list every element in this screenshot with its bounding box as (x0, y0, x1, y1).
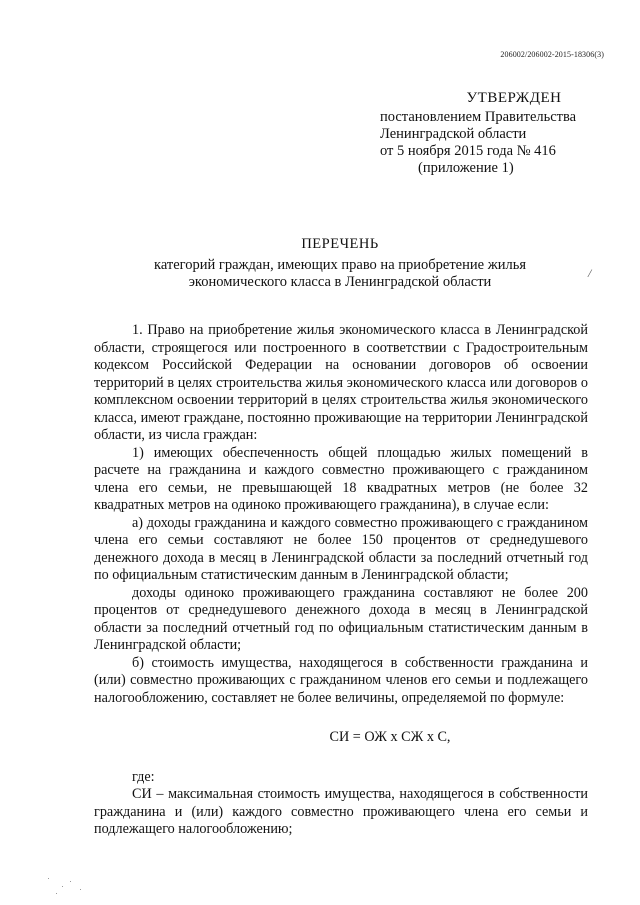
approval-block (380, 90, 620, 177)
paragraph: СИ – максимальная стоимость имущества, находящегося в собственности гражданина и (или) каждого совместно проживающего члена его семьи и подлежащего налогообложению; (94, 786, 588, 837)
approval-line: от 5 ноября 2015 года № 416 (380, 143, 556, 159)
approval-appendix: (приложение 1) (418, 160, 514, 176)
paragraph: 1) имеющих обеспеченность общей площадью жилых помещений в расчете на гражданина и каждого совместно проживающего с гражданином члена его семьи, не превышающей 18 квадратных метров (не более 32 квадратных метров на одиноко проживающего гражданина), в случае если: (94, 444, 588, 513)
paragraph: 1. Право на приобретение жилья экономического класса в Ленинградской области, строящегося или построенного в соответствии с Градостроительным кодексом Российской Федерации на основании договоров об освоении территорий в целях строительства жилья экономического класса или договоров о комплексном освоении территорий в целях строительства жилья экономического класса, имеют граждане, постоянно проживающие на территории Ленинградской области, из числа граждан: (94, 322, 588, 443)
formula: СИ = ОЖ х СЖ х С, (329, 729, 451, 745)
paragraph: доходы одиноко проживающего гражданина составляют не более 200 процентов от среднедушевого денежного дохода в месяц в Ленинградской области за последний отчетный год по официальным статистическим данным в Ленинградской области; (94, 584, 588, 653)
heading-subtitle-line: экономического класса в Ленинградской области (188, 274, 492, 290)
document-body (94, 322, 588, 839)
approval-line: постановлением Правительства (380, 109, 577, 125)
paragraph: б) стоимость имущества, находящегося в собственности гражданина и (или) совместно проживающих с гражданином членов его семьи и подлежащего налогообложению, составляет не более величины, определяемой по формуле: (94, 654, 588, 706)
paragraph: а) доходы гражданина и каждого совместно проживающего с гражданином члена его семьи составляют не более 150 процентов от среднедушевого денежного дохода в месяц в Ленинградской области за последний отчетный год по официальным статистическим данным в Ленинградской области; (94, 514, 588, 583)
formula-where-label: где: (132, 768, 155, 785)
approval-line: Ленинградской области (380, 126, 527, 142)
margin-mark: / (588, 266, 592, 280)
heading-title: ПЕРЕЧЕНЬ (301, 236, 379, 252)
document-reference-number: 206002/206002-2015-18306(3) (500, 50, 604, 59)
heading-subtitle-line: категорий граждан, имеющих право на приобретение жилья (154, 257, 526, 273)
document-heading (100, 236, 580, 291)
approval-title: УТВЕРЖДЕН (466, 90, 562, 106)
